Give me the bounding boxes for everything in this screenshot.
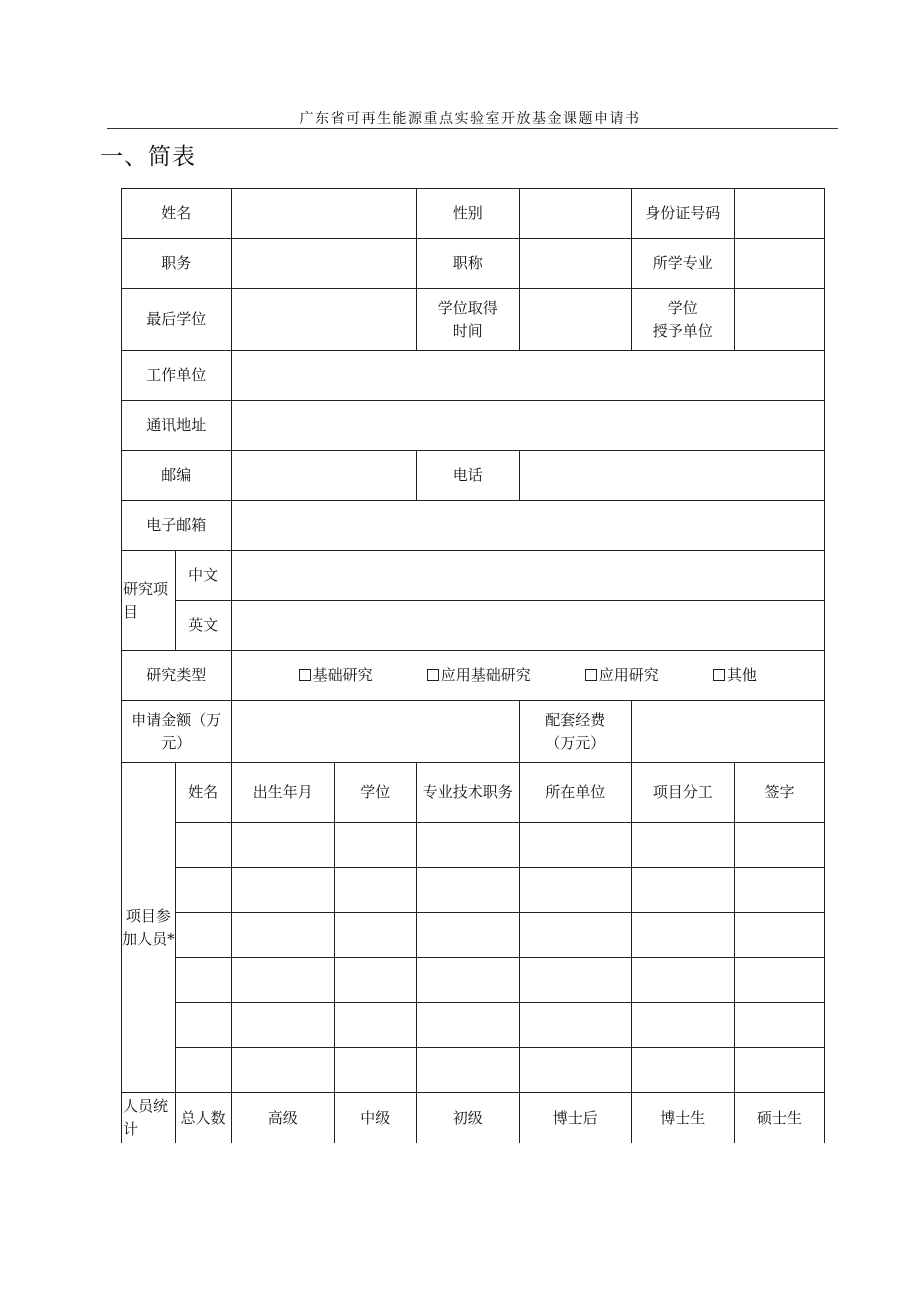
participant-cell[interactable] xyxy=(735,958,825,1003)
participant-cell[interactable] xyxy=(334,1048,416,1093)
position-label: 职务 xyxy=(122,239,232,289)
stats-postdoc: 博士后 xyxy=(519,1093,631,1143)
degree-time-label-line2: 时间 xyxy=(452,321,483,340)
participant-cell[interactable] xyxy=(519,823,631,868)
participant-cell[interactable] xyxy=(175,868,231,913)
participant-row xyxy=(122,1048,825,1093)
postcode-label: 邮编 xyxy=(122,451,232,501)
stats-senior: 高级 xyxy=(231,1093,334,1143)
degree-unit-label xyxy=(631,289,734,351)
name-field[interactable] xyxy=(231,189,416,239)
postcode-field[interactable] xyxy=(231,451,416,501)
participant-cell[interactable] xyxy=(175,913,231,958)
email-field[interactable] xyxy=(231,501,824,551)
participant-row xyxy=(122,868,825,913)
participant-cell[interactable] xyxy=(175,823,231,868)
chinese-label: 中文 xyxy=(175,551,231,601)
participant-cell[interactable] xyxy=(231,913,334,958)
col-header-signature: 签字 xyxy=(735,763,825,823)
title-label: 职称 xyxy=(416,239,519,289)
participant-cell[interactable] xyxy=(334,913,416,958)
col-header-unit: 所在单位 xyxy=(519,763,631,823)
degree-unit-field[interactable] xyxy=(735,289,825,351)
header-rule xyxy=(107,128,838,129)
degree-unit-label-line2: 授予单位 xyxy=(652,321,713,340)
gender-label: 性别 xyxy=(416,189,519,239)
option-applied-basic-research[interactable] xyxy=(427,664,531,687)
option-applied-research[interactable] xyxy=(585,664,659,687)
participant-row xyxy=(122,958,825,1003)
title-field[interactable] xyxy=(519,239,631,289)
row-position xyxy=(122,239,825,289)
col-header-degree: 学位 xyxy=(334,763,416,823)
address-label: 通讯地址 xyxy=(122,401,232,451)
participant-cell[interactable] xyxy=(519,958,631,1003)
participant-row xyxy=(122,1003,825,1048)
row-personal xyxy=(122,189,825,239)
option-other[interactable] xyxy=(713,664,757,687)
option-applied-basic-research-label: 应用基础研究 xyxy=(440,666,531,685)
row-degree xyxy=(122,289,825,351)
participant-cell[interactable] xyxy=(416,823,519,868)
option-basic-research[interactable] xyxy=(299,664,373,687)
project-english-field[interactable] xyxy=(231,601,824,651)
participant-cell[interactable] xyxy=(735,1048,825,1093)
amount-label: 申请金额（万元） xyxy=(122,701,232,763)
stats-phd: 博士生 xyxy=(631,1093,734,1143)
stats-total: 总人数 xyxy=(175,1093,231,1143)
col-header-birth: 出生年月 xyxy=(231,763,334,823)
participant-cell[interactable] xyxy=(631,958,734,1003)
id-number-field[interactable] xyxy=(735,189,825,239)
stats-label: 人员统计 xyxy=(122,1093,176,1143)
participant-cell[interactable] xyxy=(416,958,519,1003)
amount-field[interactable] xyxy=(231,701,519,763)
participant-cell[interactable] xyxy=(175,958,231,1003)
participant-cell[interactable] xyxy=(735,913,825,958)
participant-cell[interactable] xyxy=(231,1048,334,1093)
participant-cell[interactable] xyxy=(231,1003,334,1048)
participant-row xyxy=(122,913,825,958)
degree-time-label xyxy=(416,289,519,351)
degree-label: 最后学位 xyxy=(122,289,232,351)
research-type-options xyxy=(231,651,824,701)
col-header-name: 姓名 xyxy=(175,763,231,823)
stats-intermediate: 中级 xyxy=(334,1093,416,1143)
participant-cell[interactable] xyxy=(631,913,734,958)
participant-cell[interactable] xyxy=(334,958,416,1003)
participant-cell[interactable] xyxy=(519,913,631,958)
email-label: 电子邮箱 xyxy=(122,501,232,551)
project-label: 研究项目 xyxy=(122,551,176,651)
row-email xyxy=(122,501,825,551)
degree-time-field[interactable] xyxy=(519,289,631,351)
stats-master: 硕士生 xyxy=(735,1093,825,1143)
participant-cell[interactable] xyxy=(416,1003,519,1048)
col-header-division: 项目分工 xyxy=(631,763,734,823)
row-project-english xyxy=(122,601,825,651)
participant-cell[interactable] xyxy=(416,1048,519,1093)
workplace-field[interactable] xyxy=(231,351,824,401)
participant-cell[interactable] xyxy=(334,823,416,868)
major-label: 所学专业 xyxy=(631,239,734,289)
degree-field[interactable] xyxy=(231,289,416,351)
row-funding xyxy=(122,701,825,763)
section-heading: 一、简表 xyxy=(100,144,196,170)
stats-junior: 初级 xyxy=(416,1093,519,1143)
research-type-label: 研究类型 xyxy=(122,651,232,701)
row-contact xyxy=(122,451,825,501)
option-other-label: 其他 xyxy=(726,666,757,685)
participant-cell[interactable] xyxy=(631,823,734,868)
participant-cell[interactable] xyxy=(231,823,334,868)
participant-cell[interactable] xyxy=(175,1003,231,1048)
participant-cell[interactable] xyxy=(519,1003,631,1048)
participant-row xyxy=(122,823,825,868)
matching-funds-label xyxy=(519,701,631,763)
participants-header-row xyxy=(122,763,825,823)
participant-cell[interactable] xyxy=(631,1003,734,1048)
participant-cell[interactable] xyxy=(416,868,519,913)
position-field[interactable] xyxy=(231,239,416,289)
participant-cell[interactable] xyxy=(334,1003,416,1048)
participant-cell[interactable] xyxy=(735,823,825,868)
matching-funds-field[interactable] xyxy=(631,701,824,763)
english-label: 英文 xyxy=(175,601,231,651)
address-field[interactable] xyxy=(231,401,824,451)
participants-label: 项目参加人员* xyxy=(122,763,176,1093)
degree-unit-label-line1: 学位 xyxy=(667,299,698,317)
degree-time-label-line1: 学位取得 xyxy=(437,299,498,317)
gender-field[interactable] xyxy=(519,189,631,239)
checkbox-icon[interactable] xyxy=(713,669,725,681)
participant-cell[interactable] xyxy=(735,868,825,913)
application-summary-table xyxy=(121,188,825,1143)
document-header-title: 广东省可再生能源重点实验室开放基金课题申请书 xyxy=(299,111,641,127)
checkbox-icon[interactable] xyxy=(299,669,311,681)
participant-cell[interactable] xyxy=(231,958,334,1003)
checkbox-icon[interactable] xyxy=(427,669,439,681)
matching-funds-label-line2: （万元） xyxy=(545,733,606,752)
participant-cell[interactable] xyxy=(334,868,416,913)
participant-cell[interactable] xyxy=(175,1048,231,1093)
matching-funds-label-line1: 配套经费 xyxy=(545,711,606,729)
option-basic-research-label: 基础研究 xyxy=(312,666,373,685)
id-number-label: 身份证号码 xyxy=(631,189,734,239)
participant-cell[interactable] xyxy=(735,1003,825,1048)
name-label: 姓名 xyxy=(122,189,232,239)
option-applied-research-label: 应用研究 xyxy=(598,666,659,685)
major-field[interactable] xyxy=(735,239,825,289)
project-chinese-field[interactable] xyxy=(231,551,824,601)
workplace-label: 工作单位 xyxy=(122,351,232,401)
participant-cell[interactable] xyxy=(631,1048,734,1093)
row-project-chinese xyxy=(122,551,825,601)
row-address xyxy=(122,401,825,451)
participant-cell[interactable] xyxy=(631,868,734,913)
row-research-type xyxy=(122,651,825,701)
checkbox-icon[interactable] xyxy=(585,669,597,681)
participant-cell[interactable] xyxy=(519,1048,631,1093)
phone-field[interactable] xyxy=(519,451,824,501)
row-workplace xyxy=(122,351,825,401)
participant-cell[interactable] xyxy=(231,868,334,913)
col-header-technical-post: 专业技术职务 xyxy=(416,763,519,823)
stats-row xyxy=(122,1093,825,1143)
participant-cell[interactable] xyxy=(519,868,631,913)
phone-label: 电话 xyxy=(416,451,519,501)
participant-cell[interactable] xyxy=(416,913,519,958)
